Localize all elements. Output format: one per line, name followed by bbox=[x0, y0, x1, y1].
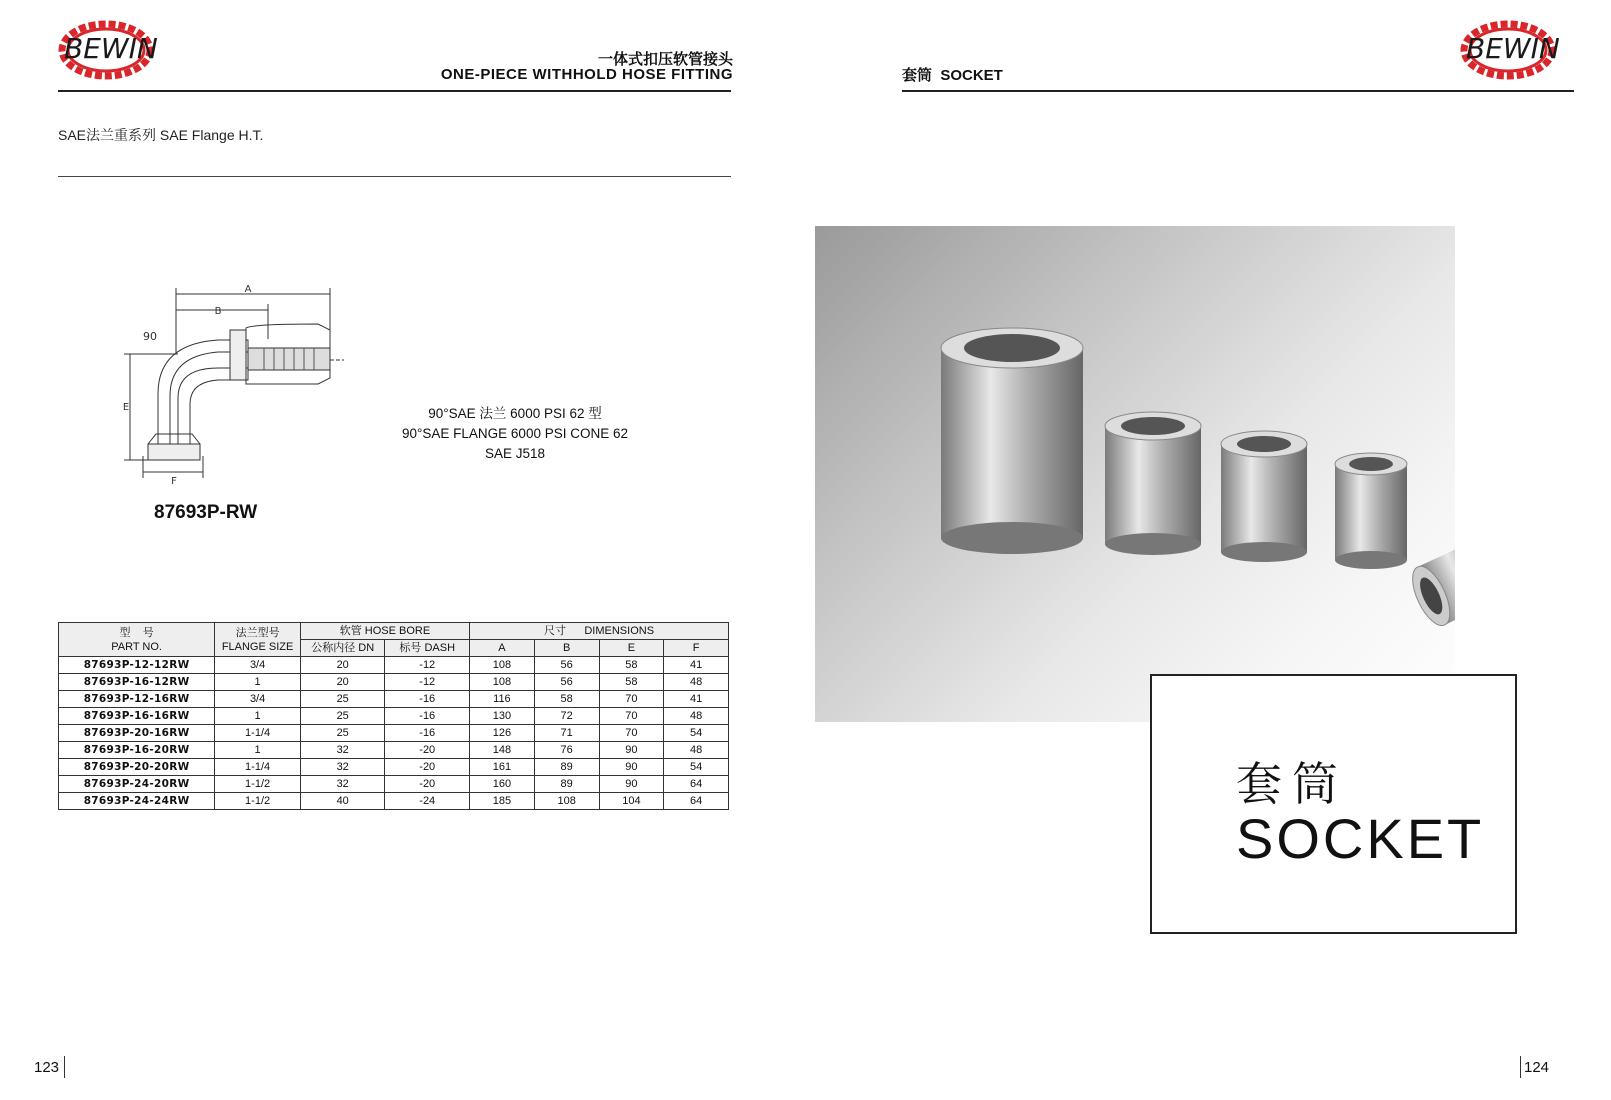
socket-illustration bbox=[815, 226, 1455, 722]
description-line-3: SAE J518 bbox=[484, 446, 546, 461]
table-cell: 87693P-12-16RW bbox=[59, 691, 215, 708]
bewin-logo-right bbox=[1458, 18, 1570, 82]
header-rule bbox=[58, 90, 731, 92]
table-cell: 108 bbox=[534, 793, 599, 810]
dim-e-label: E bbox=[122, 402, 130, 413]
table-cell: -16 bbox=[385, 725, 470, 742]
socket-photo bbox=[815, 226, 1455, 722]
col-part-no-cn: 型 号 bbox=[119, 626, 154, 639]
table-cell: 32 bbox=[300, 742, 385, 759]
col-flange-en: FLANGE SIZE bbox=[221, 640, 294, 653]
table-cell: 56 bbox=[534, 674, 599, 691]
table-cell: 25 bbox=[300, 708, 385, 725]
socket-lying bbox=[1405, 529, 1455, 631]
table-cell: 64 bbox=[664, 776, 729, 793]
table-cell: 58 bbox=[534, 691, 599, 708]
table-cell: 1-1/2 bbox=[215, 793, 301, 810]
table-cell: 20 bbox=[300, 674, 385, 691]
header-title-cn: 一体式扣压软管接头 bbox=[597, 51, 733, 68]
description-line-1: 90°SAE 法兰 6000 PSI 62 型 bbox=[428, 406, 602, 421]
table-cell: 108 bbox=[470, 674, 535, 691]
table-cell: -20 bbox=[385, 776, 470, 793]
table-cell: 87693P-24-24RW bbox=[59, 793, 215, 810]
table-cell: 89 bbox=[534, 759, 599, 776]
col-hose-bore: 软管 HOSE BORE bbox=[300, 623, 469, 640]
col-b: B bbox=[534, 640, 599, 657]
table-cell: 76 bbox=[534, 742, 599, 759]
table-cell: 87693P-20-20RW bbox=[59, 759, 215, 776]
table-cell: 90 bbox=[599, 759, 664, 776]
table-cell: 72 bbox=[534, 708, 599, 725]
table-cell: 32 bbox=[300, 776, 385, 793]
table-cell: 87693P-20-16RW bbox=[59, 725, 215, 742]
table-cell: 71 bbox=[534, 725, 599, 742]
table-cell: 90 bbox=[599, 776, 664, 793]
brand-name: BEWIN bbox=[1466, 32, 1560, 65]
table-row bbox=[59, 725, 729, 742]
table-cell: 126 bbox=[470, 725, 535, 742]
socket-large bbox=[941, 328, 1083, 554]
table-cell: 104 bbox=[599, 793, 664, 810]
socket-title-cn: 套筒 bbox=[1236, 758, 1348, 810]
col-a: A bbox=[470, 640, 535, 657]
table-cell: 48 bbox=[664, 742, 729, 759]
table-cell: 108 bbox=[470, 657, 535, 674]
table-cell: 116 bbox=[470, 691, 535, 708]
col-flange-size bbox=[215, 623, 301, 657]
table-cell: 90 bbox=[599, 742, 664, 759]
table-row bbox=[59, 742, 729, 759]
table-row bbox=[59, 776, 729, 793]
table-cell: 1 bbox=[215, 742, 301, 759]
page-number-divider-right bbox=[1520, 1056, 1521, 1078]
table-row bbox=[59, 708, 729, 725]
table-row bbox=[59, 759, 729, 776]
table-cell: 70 bbox=[599, 691, 664, 708]
table-cell: 40 bbox=[300, 793, 385, 810]
table-cell: 161 bbox=[470, 759, 535, 776]
page-number-left: 123 bbox=[34, 1059, 60, 1076]
dim-a-label: A bbox=[244, 284, 252, 295]
header-title-en: ONE-PIECE WITHHOLD HOSE FITTING bbox=[440, 66, 733, 83]
description-line-2: 90°SAE FLANGE 6000 PSI CONE 62 bbox=[401, 426, 628, 441]
table-cell: -16 bbox=[385, 691, 470, 708]
table-cell: 1 bbox=[215, 674, 301, 691]
table-cell: 48 bbox=[664, 674, 729, 691]
table-cell: 32 bbox=[300, 759, 385, 776]
table-cell: 87693P-16-20RW bbox=[59, 742, 215, 759]
table-cell: 20 bbox=[300, 657, 385, 674]
table-cell: 70 bbox=[599, 725, 664, 742]
table-row bbox=[59, 691, 729, 708]
col-e: E bbox=[599, 640, 664, 657]
col-part-no bbox=[59, 623, 215, 657]
socket-small bbox=[1335, 453, 1407, 569]
table-cell: 1-1/4 bbox=[215, 725, 301, 742]
table-row bbox=[59, 657, 729, 674]
socket-medium-2 bbox=[1221, 431, 1307, 562]
col-part-no-en: PART NO. bbox=[111, 640, 162, 653]
table-cell: 87693P-12-12RW bbox=[59, 657, 215, 674]
table-cell: 48 bbox=[664, 708, 729, 725]
table-cell: 25 bbox=[300, 691, 385, 708]
table-cell: -12 bbox=[385, 674, 470, 691]
series-subtitle: SAE法兰重系列 SAE Flange H.T. bbox=[58, 127, 264, 143]
table-cell: 1-1/4 bbox=[215, 759, 301, 776]
model-number: 87693P-RW bbox=[154, 502, 258, 523]
fitting-description bbox=[395, 404, 635, 464]
table-cell: 87693P-24-20RW bbox=[59, 776, 215, 793]
col-flange-cn: 法兰型号 bbox=[235, 626, 280, 639]
table-cell: 3/4 bbox=[215, 691, 301, 708]
table-cell: 130 bbox=[470, 708, 535, 725]
subtitle-rule bbox=[58, 176, 731, 177]
page-number-divider-left bbox=[64, 1056, 65, 1078]
table-row bbox=[59, 793, 729, 810]
right-header-rule bbox=[902, 90, 1574, 92]
fitting-drawing bbox=[118, 284, 348, 484]
table-cell: 87693P-16-12RW bbox=[59, 674, 215, 691]
table-cell: 64 bbox=[664, 793, 729, 810]
table-cell: 160 bbox=[470, 776, 535, 793]
table-cell: 54 bbox=[664, 759, 729, 776]
table-cell: 58 bbox=[599, 657, 664, 674]
socket-medium-1 bbox=[1105, 412, 1201, 555]
table-cell: 148 bbox=[470, 742, 535, 759]
bewin-logo-left bbox=[56, 18, 168, 82]
table-cell: 58 bbox=[599, 674, 664, 691]
table-cell: 70 bbox=[599, 708, 664, 725]
table-cell: -20 bbox=[385, 742, 470, 759]
socket-header: 套筒 SOCKET bbox=[902, 67, 1003, 84]
socket-title-en: SOCKET bbox=[1236, 807, 1485, 870]
table-cell: -12 bbox=[385, 657, 470, 674]
angle-label: 90 bbox=[143, 330, 157, 343]
table-cell: 56 bbox=[534, 657, 599, 674]
page-number-right: 124 bbox=[1524, 1059, 1550, 1076]
table-cell: 41 bbox=[664, 657, 729, 674]
table-row bbox=[59, 674, 729, 691]
table-cell: 1 bbox=[215, 708, 301, 725]
table-cell: -24 bbox=[385, 793, 470, 810]
table-cell: -20 bbox=[385, 759, 470, 776]
col-dash: 标号 DASH bbox=[385, 640, 470, 657]
table-cell: 1-1/2 bbox=[215, 776, 301, 793]
col-dimensions: 尺寸 DIMENSIONS bbox=[470, 623, 729, 640]
col-dn: 公称内径 DN bbox=[300, 640, 385, 657]
table-cell: 185 bbox=[470, 793, 535, 810]
table-cell: 25 bbox=[300, 725, 385, 742]
brand-name: BEWIN bbox=[64, 32, 158, 65]
col-f: F bbox=[664, 640, 729, 657]
table-cell: 89 bbox=[534, 776, 599, 793]
dim-b-label: B bbox=[214, 306, 222, 317]
table-cell: 41 bbox=[664, 691, 729, 708]
socket-title-box bbox=[1150, 674, 1517, 934]
table-cell: -16 bbox=[385, 708, 470, 725]
table-cell: 87693P-16-16RW bbox=[59, 708, 215, 725]
dim-f-label: F bbox=[171, 476, 177, 484]
table-cell: 3/4 bbox=[215, 657, 301, 674]
spec-table bbox=[58, 622, 729, 810]
table-cell: 54 bbox=[664, 725, 729, 742]
